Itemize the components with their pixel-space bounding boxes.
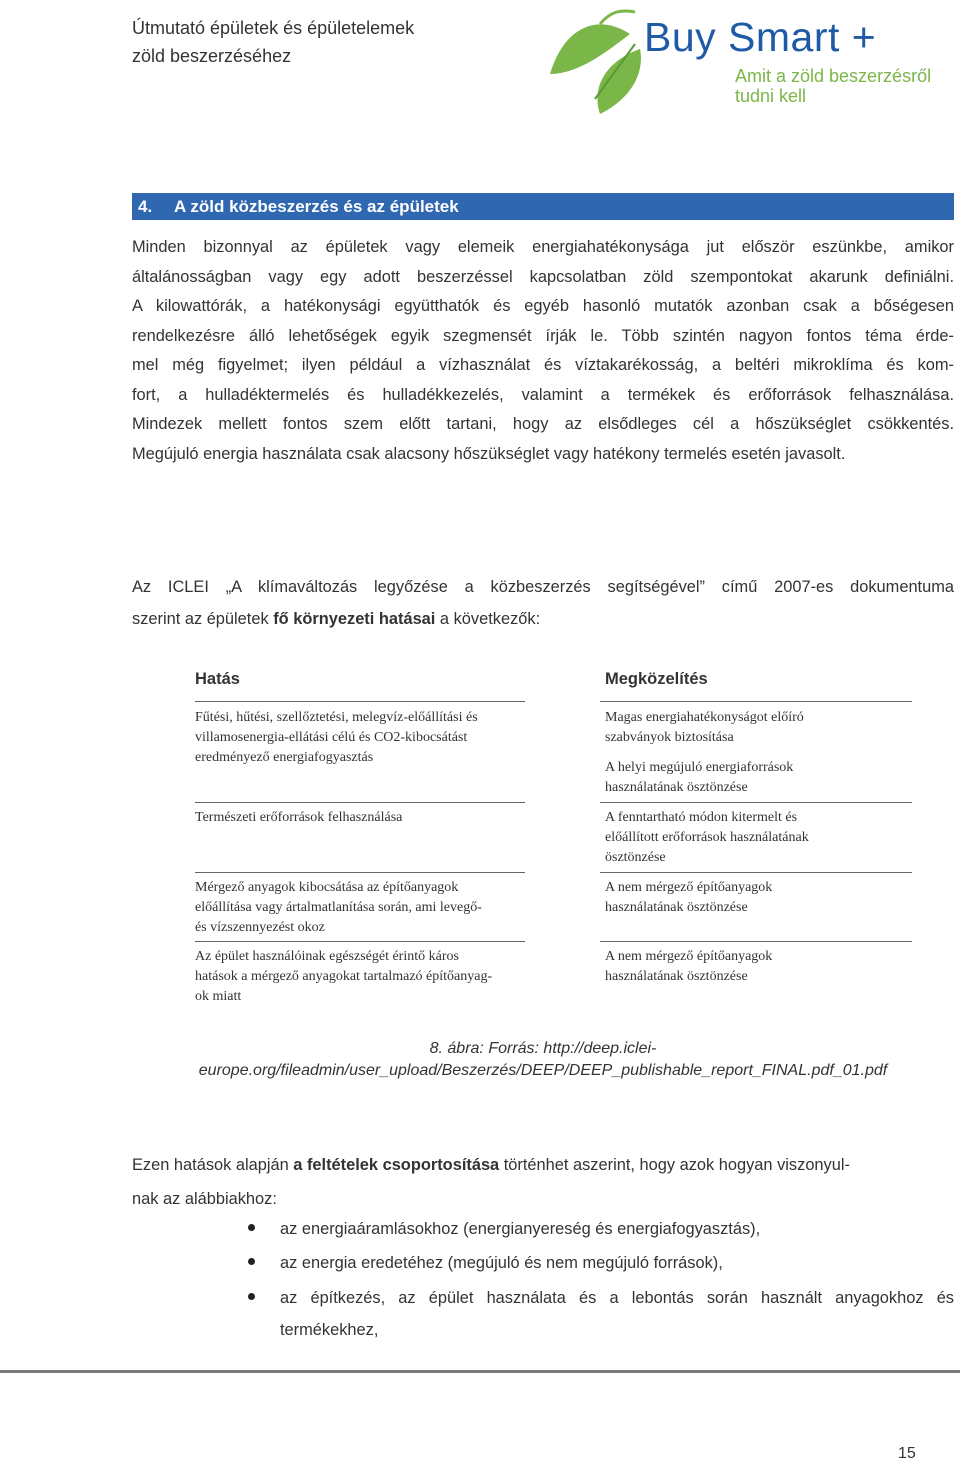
logo-tagline-line-1: Amit a zöld beszerzésről	[735, 66, 932, 86]
cell-line: Természeti erőforrások felhasználása	[195, 810, 403, 825]
approach-cell	[605, 808, 809, 868]
logo-wordmark: Buy Smart +	[644, 14, 877, 60]
cell-line: és vízszennyezést okoz	[195, 920, 325, 935]
section-heading	[132, 193, 954, 220]
logo-tagline-line-2: tudni kell	[735, 86, 807, 106]
logo-tagline	[735, 66, 931, 106]
table-rule	[600, 802, 912, 803]
impact-cell	[195, 808, 402, 828]
page-number: 15	[898, 1445, 916, 1462]
cell-line: előállított erőforrások használatának	[605, 830, 809, 845]
cell-line: Az épület használóinak egészségét érintő káros	[195, 949, 459, 964]
caption-source-link[interactable]: europe.org/fileadmin/user_upload/Beszerzés/DEEP/DEEP_publishable_report_FINAL.pdf_01.pdf	[198, 1062, 888, 1079]
paragraph-line: fort, a hulladéktermelés és hulladékkezelés, valamint a termékek és erőforrások felhasználása.	[132, 385, 954, 404]
page-header	[0, 0, 960, 130]
cell-line: A nem mérgező építőanyagok	[605, 949, 773, 964]
paragraph-line: Az ICLEI „A klímaváltozás legyőzése a közbeszerzés segítségével” című 2007-es dokumentuma	[132, 578, 954, 596]
approach-cell	[605, 708, 804, 748]
footer-divider	[0, 1370, 960, 1373]
paragraph-line: általánosságban vagy egy adott beszerzéssel kapcsolatban zöld szempontokat akarunk definiálni.	[132, 267, 954, 286]
document-title-line-2: zöld beszerzéséhez	[132, 46, 292, 66]
list-item-text: az építkezés, az épület használata és a lebontás során használt anyagokhoz és	[280, 1289, 954, 1307]
caption-line-1: 8. ábra: Forrás: http://deep.iclei-	[429, 1040, 657, 1057]
table-rule	[195, 802, 525, 803]
cell-line: Mérgező anyagok kibocsátása az építőanyagok	[195, 880, 459, 895]
cell-line: használatának ösztönzése	[605, 780, 748, 795]
list-item-text: az energiaáramlásokhoz (energianyereség és energiafogyasztás),	[280, 1220, 761, 1238]
bullet-icon	[248, 1224, 255, 1231]
text-segment: történhet aszerint, hogy azok hogyan viszonyul-	[499, 1156, 850, 1174]
table-rule	[600, 941, 912, 942]
document-title	[132, 14, 414, 70]
impact-cell	[195, 947, 492, 1007]
approach-cell	[605, 758, 793, 798]
table-rule	[195, 941, 525, 942]
section-number: 4.	[138, 197, 153, 216]
section-title: A zöld közbeszerzés és az épületek	[174, 197, 459, 216]
cell-line: előállítása vagy ártalmatlanítása során, ami levegő-	[195, 900, 482, 915]
grouping-paragraph	[132, 1148, 954, 1216]
cell-line: ösztönzése	[605, 850, 666, 865]
table-rule	[600, 701, 912, 702]
approach-cell	[605, 947, 772, 987]
column-header-impact: Hatás	[195, 670, 240, 688]
paragraph-line: Minden bizonnyal az épületek vagy elemeik energiahatékonysága jut először eszünkbe, amikor	[132, 238, 954, 256]
bold-text: a feltételek csoportosítása	[293, 1156, 500, 1174]
bold-text: fő környezeti hatásai	[273, 610, 436, 628]
cell-line: Fűtési, hűtési, szellőztetési, melegvíz-előállítási és	[195, 710, 478, 725]
approach-cell	[605, 878, 772, 918]
cell-line: villamosenergia-ellátási célú és CO2-kibocsátást	[195, 730, 468, 745]
figure-caption	[132, 1038, 954, 1082]
buy-smart-logo	[540, 4, 960, 114]
cell-line: eredményező energiafogyasztás	[195, 750, 374, 765]
text-segment: Ezen hatások alapján	[132, 1156, 294, 1174]
intro-paragraph	[132, 233, 954, 469]
paragraph-line: nak az alábbiakhoz:	[132, 1190, 277, 1208]
paragraph-line: rendelkezésre álló lehetőségek egyik szegmensét írják le. Több szintén nagyon fontos téma érde-	[132, 326, 954, 345]
text-segment: a következők:	[435, 610, 541, 628]
text-segment: szerint az épületek	[132, 610, 274, 628]
iclei-paragraph	[132, 571, 954, 635]
paragraph-line: mel még figyelmet; ilyen például a vízhasználat és víztakarékosság, a beltéri mikroklíma és kom-	[132, 356, 954, 374]
cell-line: Magas energiahatékonyságot előíró	[605, 710, 804, 725]
table-rule	[195, 872, 525, 873]
paragraph-line: Megújuló energia használata csak alacsony hőszükséglet vagy hatékony termelés esetén javasolt.	[132, 444, 846, 463]
paragraph-line	[132, 1148, 954, 1182]
list-item-text: termékekhez,	[280, 1321, 379, 1339]
cell-line: használatának ösztönzése	[605, 900, 748, 915]
cell-line: A nem mérgező építőanyagok	[605, 880, 773, 895]
cell-line: A fenntartható módon kitermelt és	[605, 810, 798, 825]
paragraph-line: A kilowattórák, a hatékonysági együtthatók és egyéb hasonló mutatók azonban csak a bőségesen	[132, 297, 954, 315]
impact-cell	[195, 708, 478, 768]
cell-line: szabványok biztosítása	[605, 730, 734, 745]
cell-line: hatások a mérgező anyagokat tartalmazó építőanyag-	[195, 969, 493, 984]
column-header-approach: Megközelítés	[605, 670, 708, 688]
cell-line: használatának ösztönzése	[605, 969, 748, 984]
table-rule	[195, 701, 525, 702]
document-title-line-1: Útmutató épületek és épületelemek	[132, 18, 415, 38]
table-rule	[600, 872, 912, 873]
cell-line: A helyi megújuló energiaforrások	[605, 760, 794, 775]
bullet-icon	[248, 1258, 255, 1265]
paragraph-line: Mindezek mellett fontos szem előtt tartani, hogy az elsődleges cél a hőszükséglet csökkentés.	[132, 415, 954, 433]
impact-cell	[195, 878, 482, 938]
cell-line: ok miatt	[195, 989, 242, 1004]
bullet-icon	[248, 1293, 255, 1300]
paragraph-line	[132, 603, 954, 635]
list-item-text: az energia eredetéhez (megújuló és nem megújuló források),	[280, 1254, 723, 1272]
